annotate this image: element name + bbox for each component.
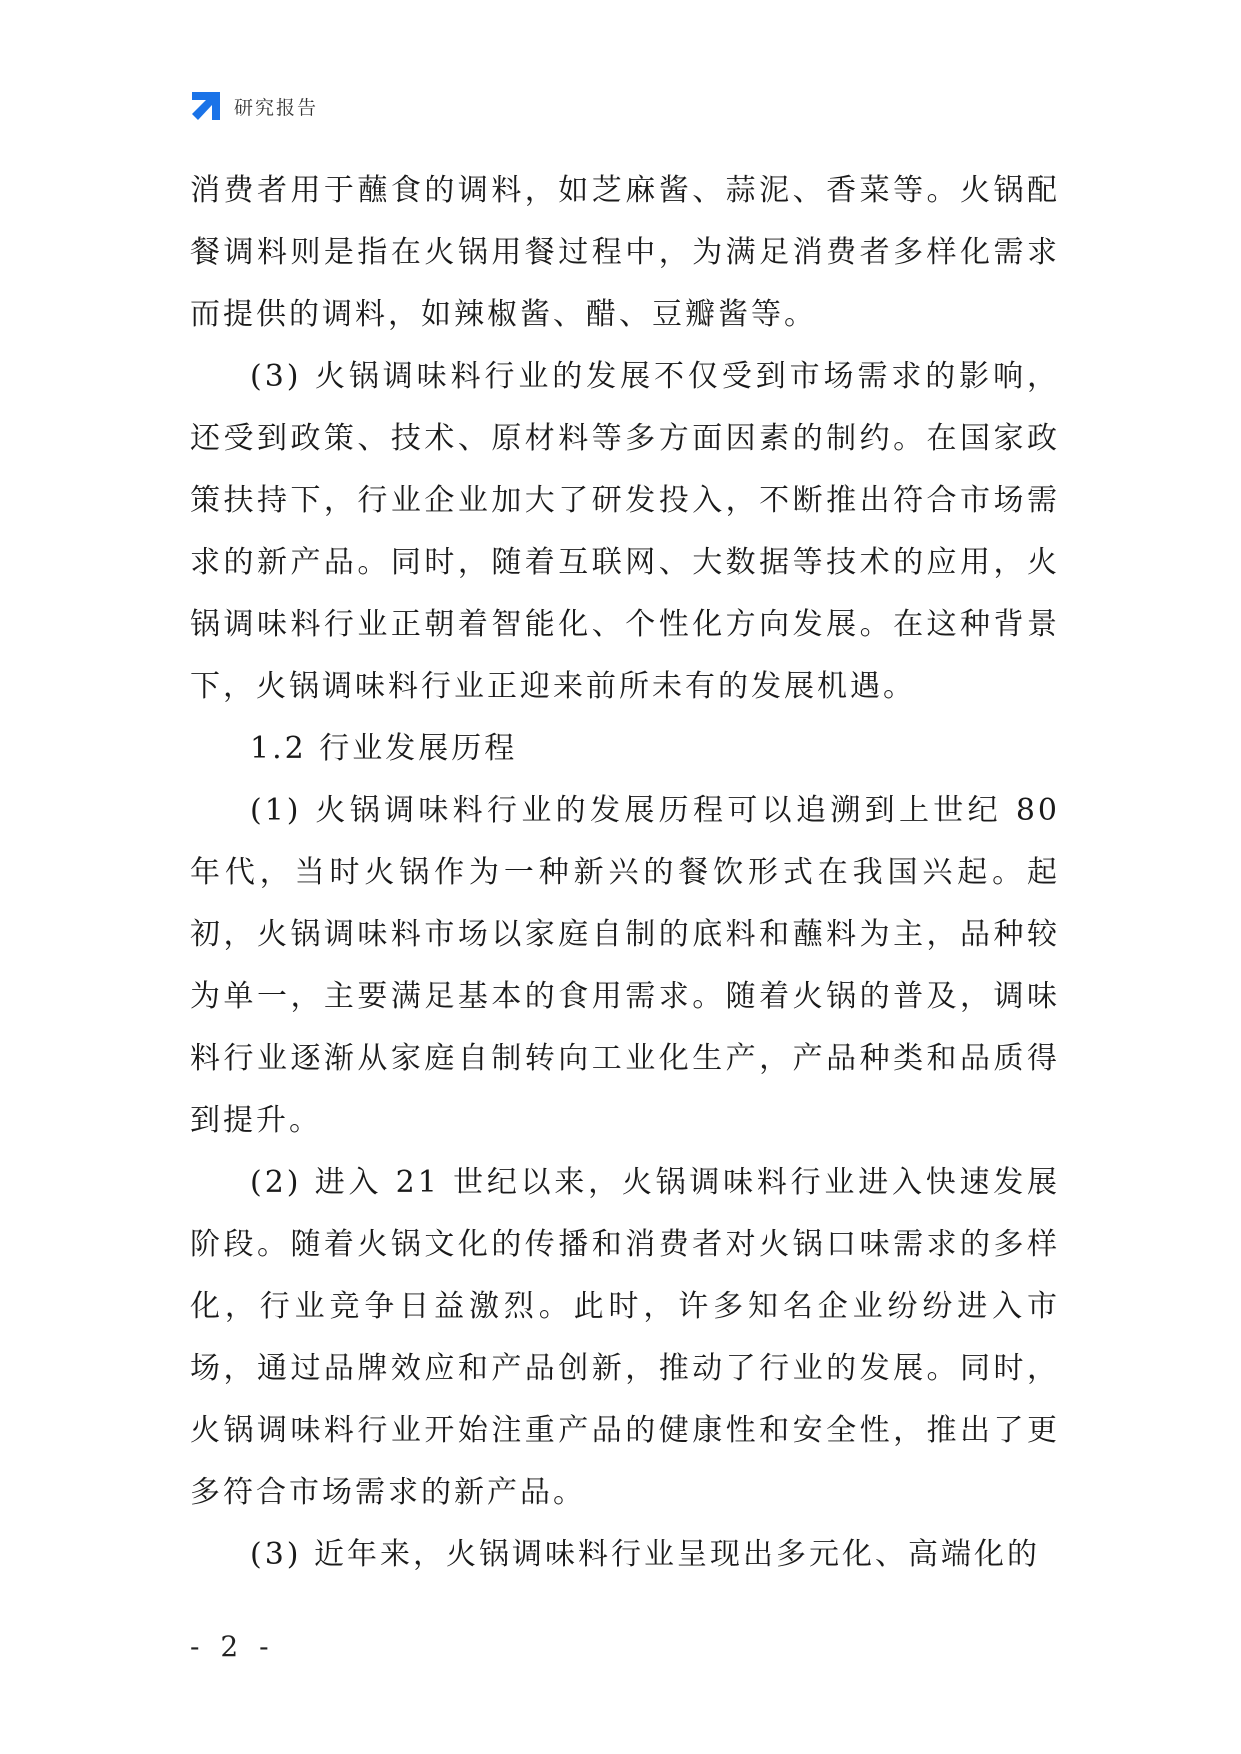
page-number: - 2 -: [190, 1630, 275, 1663]
paragraph-3-recent: (3) 近年来，火锅调味料行业呈现出多元化、高端化的: [250, 1537, 1041, 1572]
report-header: [190, 88, 318, 124]
paragraph-3-influences: (3) 火锅调味料行业的发展不仅受到市场需求的影响，还受到政策、技术、原材料等多方面因素的制约。在国家政策扶持下，行业企业加大了研发投入，不断推出符合市场需求的新产品。同时，随着互联网、大数据等技术的应用，火锅调味料行业正朝着智能化、个性化方向发展。在这种背景下，火锅调味料行业正迎来前所未有的发展机遇。: [190, 359, 1060, 704]
section-heading-1-2: 1.2 行业发展历程: [250, 731, 518, 766]
brand-label: 研究报告: [234, 96, 319, 119]
arrow-logo-icon: [190, 90, 222, 122]
paragraph-1-history: (1) 火锅调味料行业的发展历程可以追溯到上世纪 80 年代，当时火锅作为一种新兴的餐饮形式在我国兴起。起初，火锅调味料市场以家庭自制的底料和蘸料为主，品种较为单一，主要满足基本的食用需求。随着火锅的普及，调味料行业逐渐从家庭自制转向工业化生产，产品种类和品质得到提升。: [190, 793, 1060, 1138]
document-body: [190, 160, 1060, 1586]
paragraph-continuation: 消费者用于蘸食的调料，如芝麻酱、蒜泥、香菜等。火锅配餐调料则是指在火锅用餐过程中，为满足消费者多样化需求而提供的调料，如辣椒酱、醋、豆瓣酱等。: [190, 173, 1060, 332]
paragraph-2-growth: (2) 进入 21 世纪以来，火锅调味料行业进入快速发展阶段。随着火锅文化的传播和消费者对火锅口味需求的多样化，行业竞争日益激烈。此时，许多知名企业纷纷进入市场，通过品牌效应和产品创新，推动了行业的发展。同时，火锅调味料行业开始注重产品的健康性和安全性，推出了更多符合市场需求的新产品。: [190, 1165, 1060, 1510]
